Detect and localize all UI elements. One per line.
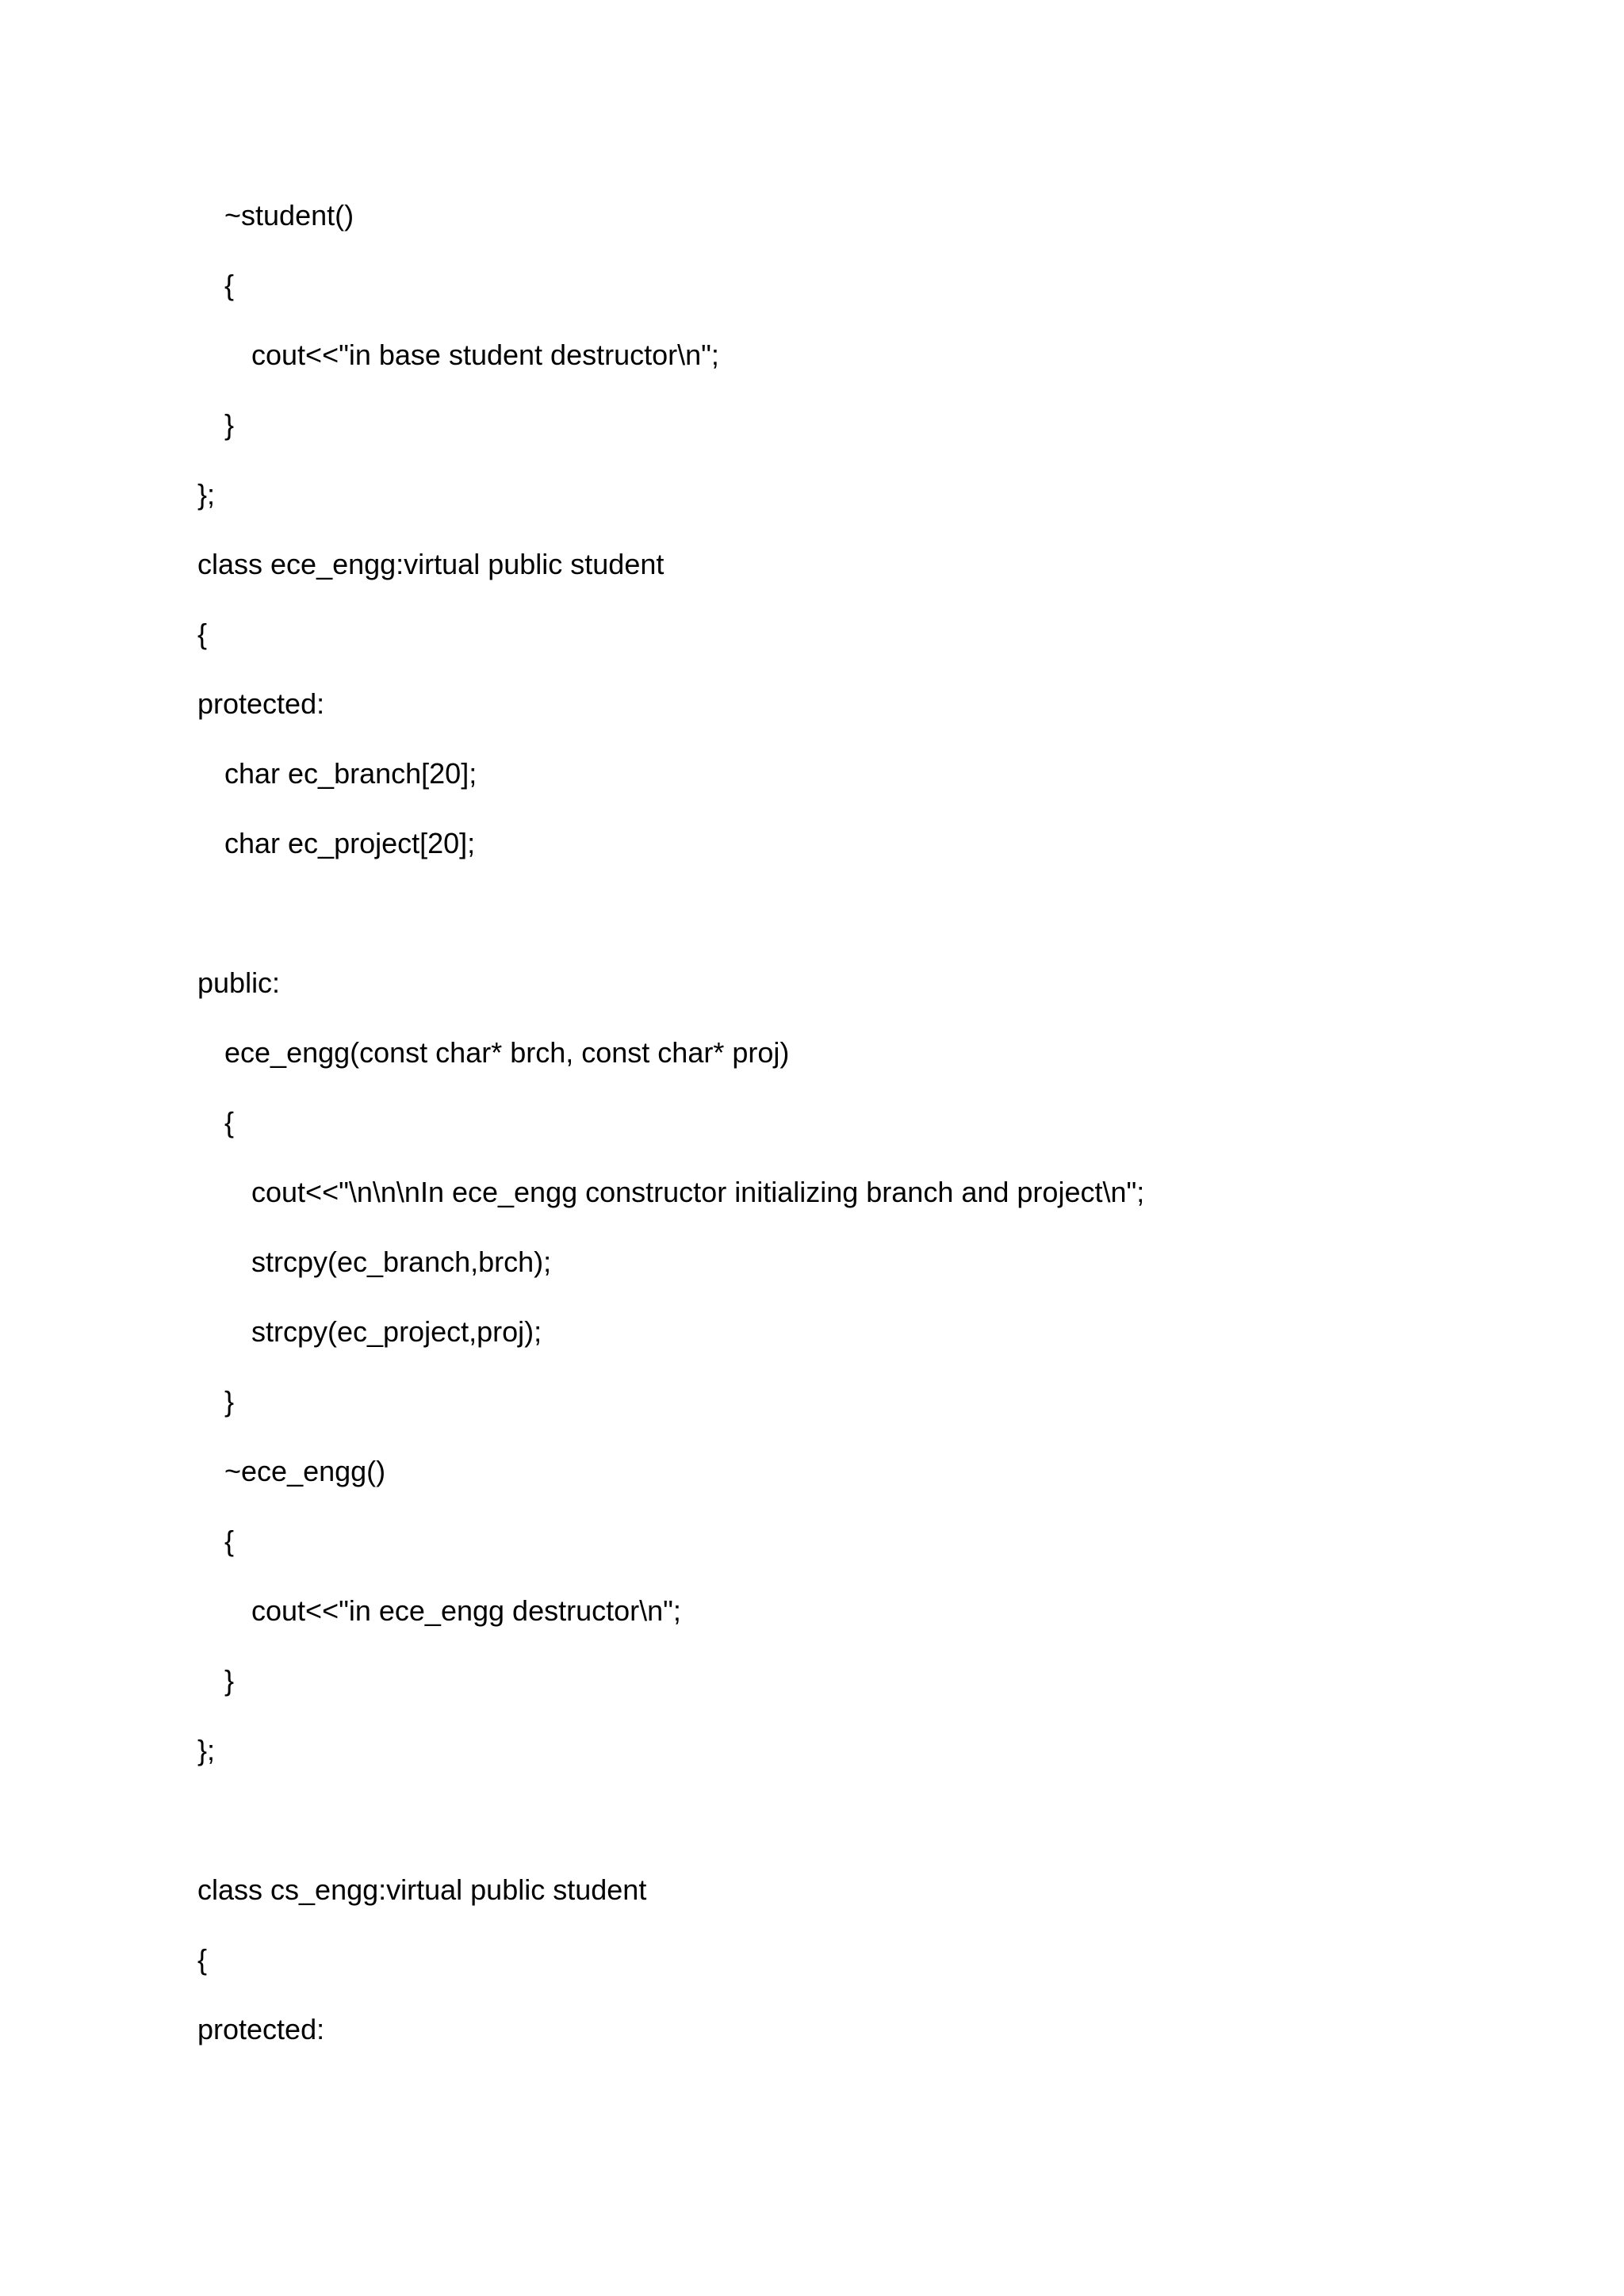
code-line: { — [197, 1943, 208, 1976]
code-line: { — [197, 618, 208, 650]
code-line: } — [224, 1385, 235, 1418]
code-line: class ece_engg:virtual public student — [197, 548, 665, 580]
code-line: cout<<"in ece_engg destructor\n"; — [251, 1594, 681, 1627]
code-line: }; — [197, 1734, 216, 1766]
code-line: } — [224, 1664, 235, 1697]
code-line: ~student() — [224, 199, 354, 232]
code-line: { — [224, 269, 235, 301]
code-line: { — [224, 1106, 235, 1138]
code-line: strcpy(ec_project,proj); — [251, 1315, 542, 1348]
code-line: char ec_project[20]; — [224, 827, 476, 859]
code-line: ece_engg(const char* brch, const char* proj) — [224, 1036, 790, 1069]
code-line: protected: — [197, 687, 325, 720]
code-line: cout<<"\n\n\nIn ece_engg constructor initializing branch and project\n"; — [251, 1176, 1145, 1208]
code-line: ~ece_engg() — [224, 1455, 386, 1487]
code-line: }; — [197, 478, 216, 511]
code-line: { — [224, 1525, 235, 1557]
code-line: char ec_branch[20]; — [224, 757, 477, 790]
code-line: protected: — [197, 2013, 325, 2045]
code-line: cout<<"in base student destructor\n"; — [251, 339, 719, 371]
code-line: strcpy(ec_branch,brch); — [251, 1246, 552, 1278]
code-line: public: — [197, 966, 281, 999]
code-line: } — [224, 408, 235, 441]
code-line: class cs_engg:virtual public student — [197, 1873, 647, 1906]
